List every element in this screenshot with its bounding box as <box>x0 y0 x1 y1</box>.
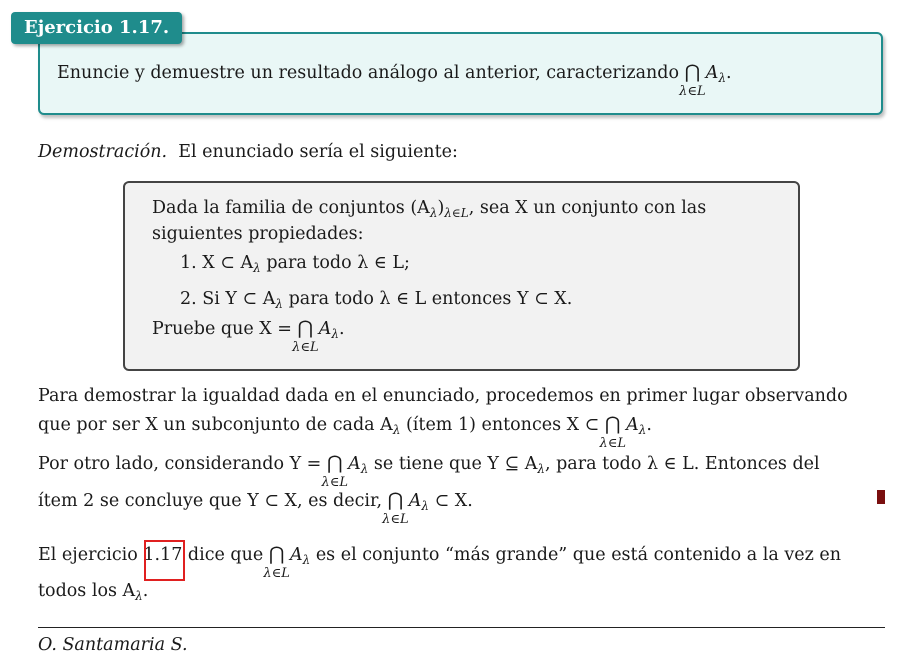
intersection-operator: ⋂ λ∈L <box>599 413 626 451</box>
statement-item-2: 2. Si Y ⊂ $A_\lambda$ para todo λ ∈ L entonces Y ⊂ X. <box>180 289 573 311</box>
exercise-reference-link[interactable]: 1.17 <box>143 545 183 565</box>
reference-highlight-box <box>144 540 185 581</box>
intersection-operator: ⋂ λ∈L <box>679 61 706 99</box>
exercise-tag: Ejercicio 1.17. <box>11 12 182 44</box>
body-p2-line-2: ítem 2 se concluye que Y ⊂ X, es decir, ⋂ λ∈L $A_\lambda$ ⊂ X. <box>38 489 473 527</box>
intersection-operator: ⋂ λ∈L <box>321 452 348 490</box>
intersection-operator: ⋂ λ∈L <box>382 489 409 527</box>
footer-rule <box>38 627 885 628</box>
proof-intro: Demostración. El enunciado sería el siguiente: <box>38 142 458 162</box>
qed-square <box>877 490 885 504</box>
body-p3-line-1: El ejercicio 1.17 dice que ⋂ λ∈L $A_\lambda$ es el conjunto “más grande” que está contenido a la vez en <box>38 543 841 581</box>
footer-author: O. Santamaria S. <box>38 635 188 655</box>
intersection-operator: ⋂ λ∈L <box>292 317 319 355</box>
statement-conclusion: Pruebe que X = ⋂ λ∈L $A_\lambda$. <box>152 317 345 355</box>
body-p3-line-2: todos los $A_\lambda$. <box>38 581 149 603</box>
body-p1-line-2: que por ser X un subconjunto de cada $A_\lambda$ (ítem 1) entonces X ⊂ ⋂ λ∈L $A_\lambda$. <box>38 413 652 451</box>
statement-line-2: siguientes propiedades: <box>152 224 364 244</box>
intersection-operator: ⋂ λ∈L <box>263 543 290 581</box>
statement-item-1: 1. X ⊂ $A_\lambda$ para todo λ ∈ L; <box>180 253 410 275</box>
statement-line-1: Dada la familia de conjuntos $(A_\lambda)_{\lambda\in L}$, sea X un conjunto con las <box>152 198 707 220</box>
body-p1-line-1: Para demostrar la igualdad dada en el enunciado, procedemos en primer lugar observando <box>38 386 848 406</box>
exercise-statement: Enuncie y demuestre un resultado análogo al anterior, caracterizando ⋂ λ∈L $A_\lambda$. <box>57 61 732 99</box>
body-p2-line-1: Por otro lado, considerando Y = ⋂ λ∈L $A_\lambda$ se tiene que Y ⊆ $A_\lambda$, para todo λ ∈ L. Entonces del <box>38 452 820 490</box>
